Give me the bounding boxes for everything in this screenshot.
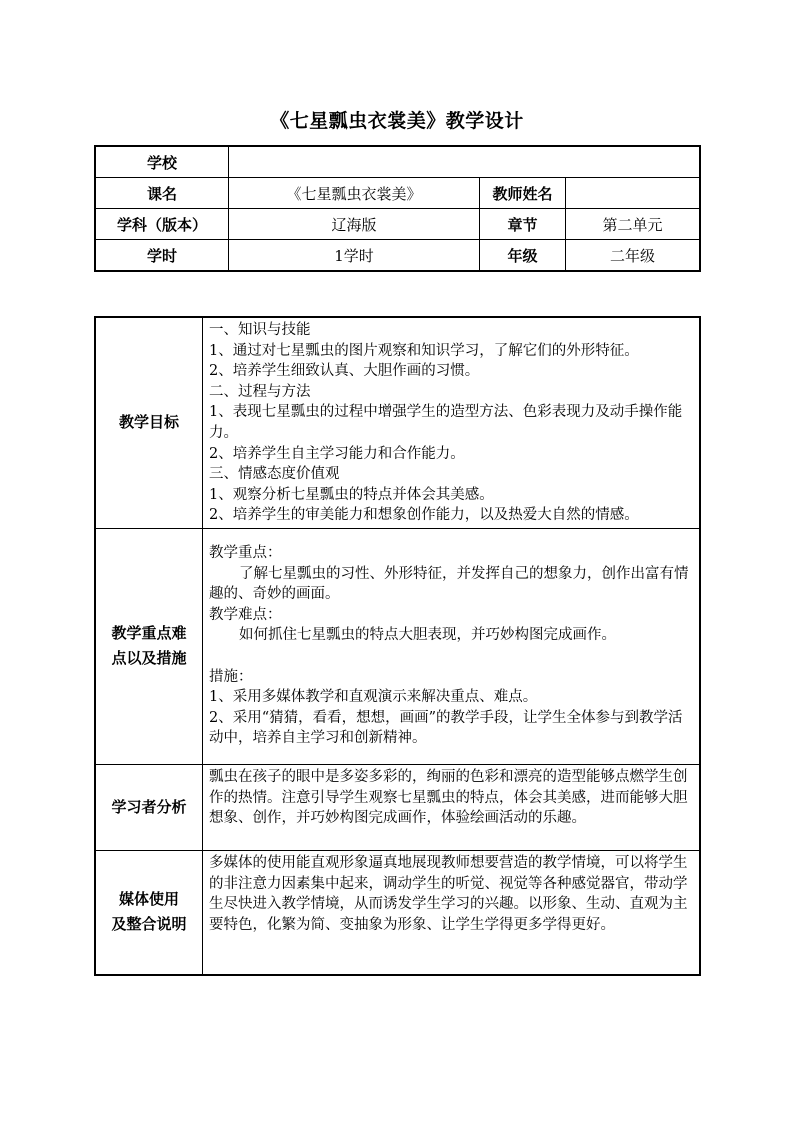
- course-label: 课名: [96, 178, 229, 209]
- learner-label: 学习者分析: [96, 764, 203, 850]
- keypoints-label: [96, 528, 203, 764]
- objectives-label: 教学目标: [96, 318, 203, 529]
- keypoints-label-line: 教学重点难: [111, 624, 187, 643]
- table-row: [96, 147, 700, 178]
- chapter-label: 章节: [480, 209, 566, 240]
- media-label: [96, 850, 203, 974]
- keypoints-label-line: 点以及措施: [111, 649, 187, 668]
- subject-label: 学科（版本）: [96, 209, 229, 240]
- hours-value: 1学时: [229, 240, 480, 271]
- objectives-line: 二、过程与方法: [209, 383, 311, 400]
- teacher-label: 教师姓名: [480, 178, 566, 209]
- course-value: 《七星瓢虫衣裳美》: [229, 178, 480, 209]
- measure-item: 1、采用多媒体教学和直观演示来解决重点、难点。: [209, 689, 538, 706]
- keypoints-content: [203, 528, 700, 764]
- teacher-value: [566, 178, 700, 209]
- focus-title: 教学重点：: [209, 544, 282, 561]
- difficulty-title: 教学难点：: [209, 606, 282, 623]
- measure-item: 2、采用“猜猜，看看，想想，画画”的教学手段，让学生全体参与到教学活动中，培养自主学习和创新精神。: [209, 709, 683, 747]
- objectives-line: 三、情感态度价值观: [209, 466, 340, 483]
- objectives-line: 2、培养学生的审美能力和想象创作能力，以及热爱大自然的情感。: [209, 507, 639, 524]
- table-row: [96, 240, 700, 271]
- objectives-line: 1、通过对七星瓢虫的图片观察和知识学习，了解它们的外形特征。: [209, 342, 639, 359]
- objectives-line: 一、知识与技能: [209, 322, 311, 338]
- grade-value: 二年级: [566, 240, 700, 271]
- objectives-row: [96, 318, 700, 529]
- objectives-line: 2、培养学生自主学习能力和合作能力。: [209, 445, 465, 462]
- chapter-value: 第二单元: [566, 209, 700, 240]
- measures-title: 措施：: [209, 668, 253, 685]
- table-row: [96, 209, 700, 240]
- objectives-line: 1、表现七星瓢虫的过程中增强学生的造型方法、色彩表现力及动手操作能力。: [209, 404, 683, 441]
- spacer: [209, 646, 695, 667]
- learner-row: [96, 764, 700, 850]
- grade-label: 年级: [480, 240, 566, 271]
- objectives-line: 1、观察分析七星瓢虫的特点并体会其美感。: [209, 486, 494, 503]
- course-info-table: [95, 146, 700, 271]
- table-row: [96, 178, 700, 209]
- media-label-line: 及整合说明: [111, 915, 187, 934]
- subject-value: 辽海版: [229, 209, 480, 240]
- objectives-line: 2、培养学生细致认真、大胆作画的习惯。: [209, 363, 480, 380]
- media-label-line: 媒体使用: [118, 890, 179, 909]
- keypoints-row: [96, 528, 700, 764]
- media-content: 多媒体的使用能直观形象逼真地展现教师想要营造的教学情境，可以将学生的非注意力因素集中起来，调动学生的听觉、视觉等各种感觉器官，带动学生尽快进入教学情境，从而诱发学生学习的兴趣。以形象、生动、直观为主要特色，化繁为简、变抽象为形象、让学生学得更多学得更好。: [203, 850, 700, 974]
- focus-text: 了解七星瓢虫的习性、外形特征，并发挥自己的想象力，创作出富有情趣的、奇妙的画面。: [209, 565, 689, 603]
- school-label: 学校: [96, 147, 229, 178]
- document-title: 《七星瓢虫衣裳美》教学设计: [270, 110, 524, 132]
- school-value: [229, 147, 700, 178]
- objectives-content: [203, 318, 700, 529]
- learner-content: 瓢虫在孩子的眼中是多姿多彩的，绚丽的色彩和漂亮的造型能够点燃学生创作的热情。注意引导学生观察七星瓢虫的特点，体会其美感，进而能够大胆想象、创作，并巧妙构图完成画作，体验绘画活动的乐趣。: [203, 764, 700, 850]
- difficulty-text: 如何抓住七星瓢虫的特点大胆表现，并巧妙构图完成画作。: [239, 627, 616, 644]
- hours-label: 学时: [96, 240, 229, 271]
- media-row: [96, 850, 700, 974]
- lesson-plan-table: [95, 317, 700, 975]
